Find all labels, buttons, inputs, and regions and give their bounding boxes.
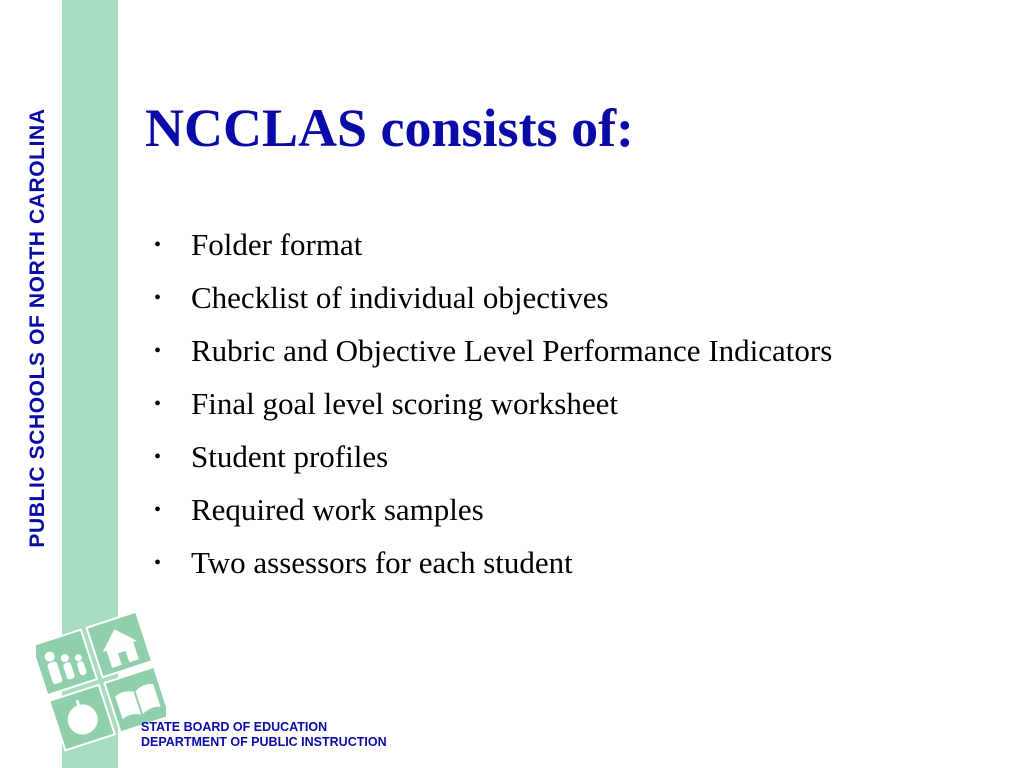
bullet-dot-icon: • — [154, 446, 162, 468]
list-item-text: Rubric and Objective Level Performance Indicators — [191, 333, 833, 368]
list-item — [150, 491, 880, 529]
footer-line-department: DEPARTMENT OF PUBLIC INSTRUCTION — [141, 735, 387, 749]
footer — [141, 720, 387, 750]
slide-title: NCCLAS consists of: — [145, 98, 635, 158]
list-item-text: Two assessors for each student — [191, 545, 573, 580]
footer-line-board: STATE BOARD OF EDUCATION — [141, 720, 328, 734]
list-item — [150, 438, 880, 476]
list-item — [150, 544, 880, 582]
bullet-dot-icon: • — [154, 393, 162, 415]
list-item-text: Checklist of individual objectives — [191, 280, 609, 315]
vertical-title: PUBLIC SCHOOLS OF NORTH CAROLINA — [26, 108, 49, 548]
list-item-text: Required work samples — [191, 492, 484, 527]
bullet-dot-icon: • — [154, 340, 162, 362]
list-item — [150, 332, 880, 370]
list-item-text: Student profiles — [191, 439, 389, 474]
bullet-dot-icon: • — [154, 287, 162, 309]
bullet-dot-icon: • — [154, 552, 162, 574]
list-item — [150, 226, 880, 264]
bullet-list — [150, 226, 880, 597]
list-item — [150, 385, 880, 423]
list-item-text: Folder format — [191, 227, 363, 262]
list-item-text: Final goal level scoring worksheet — [191, 386, 619, 421]
list-item — [150, 279, 880, 317]
bullet-dot-icon: • — [154, 499, 162, 521]
bullet-dot-icon: • — [154, 234, 162, 256]
